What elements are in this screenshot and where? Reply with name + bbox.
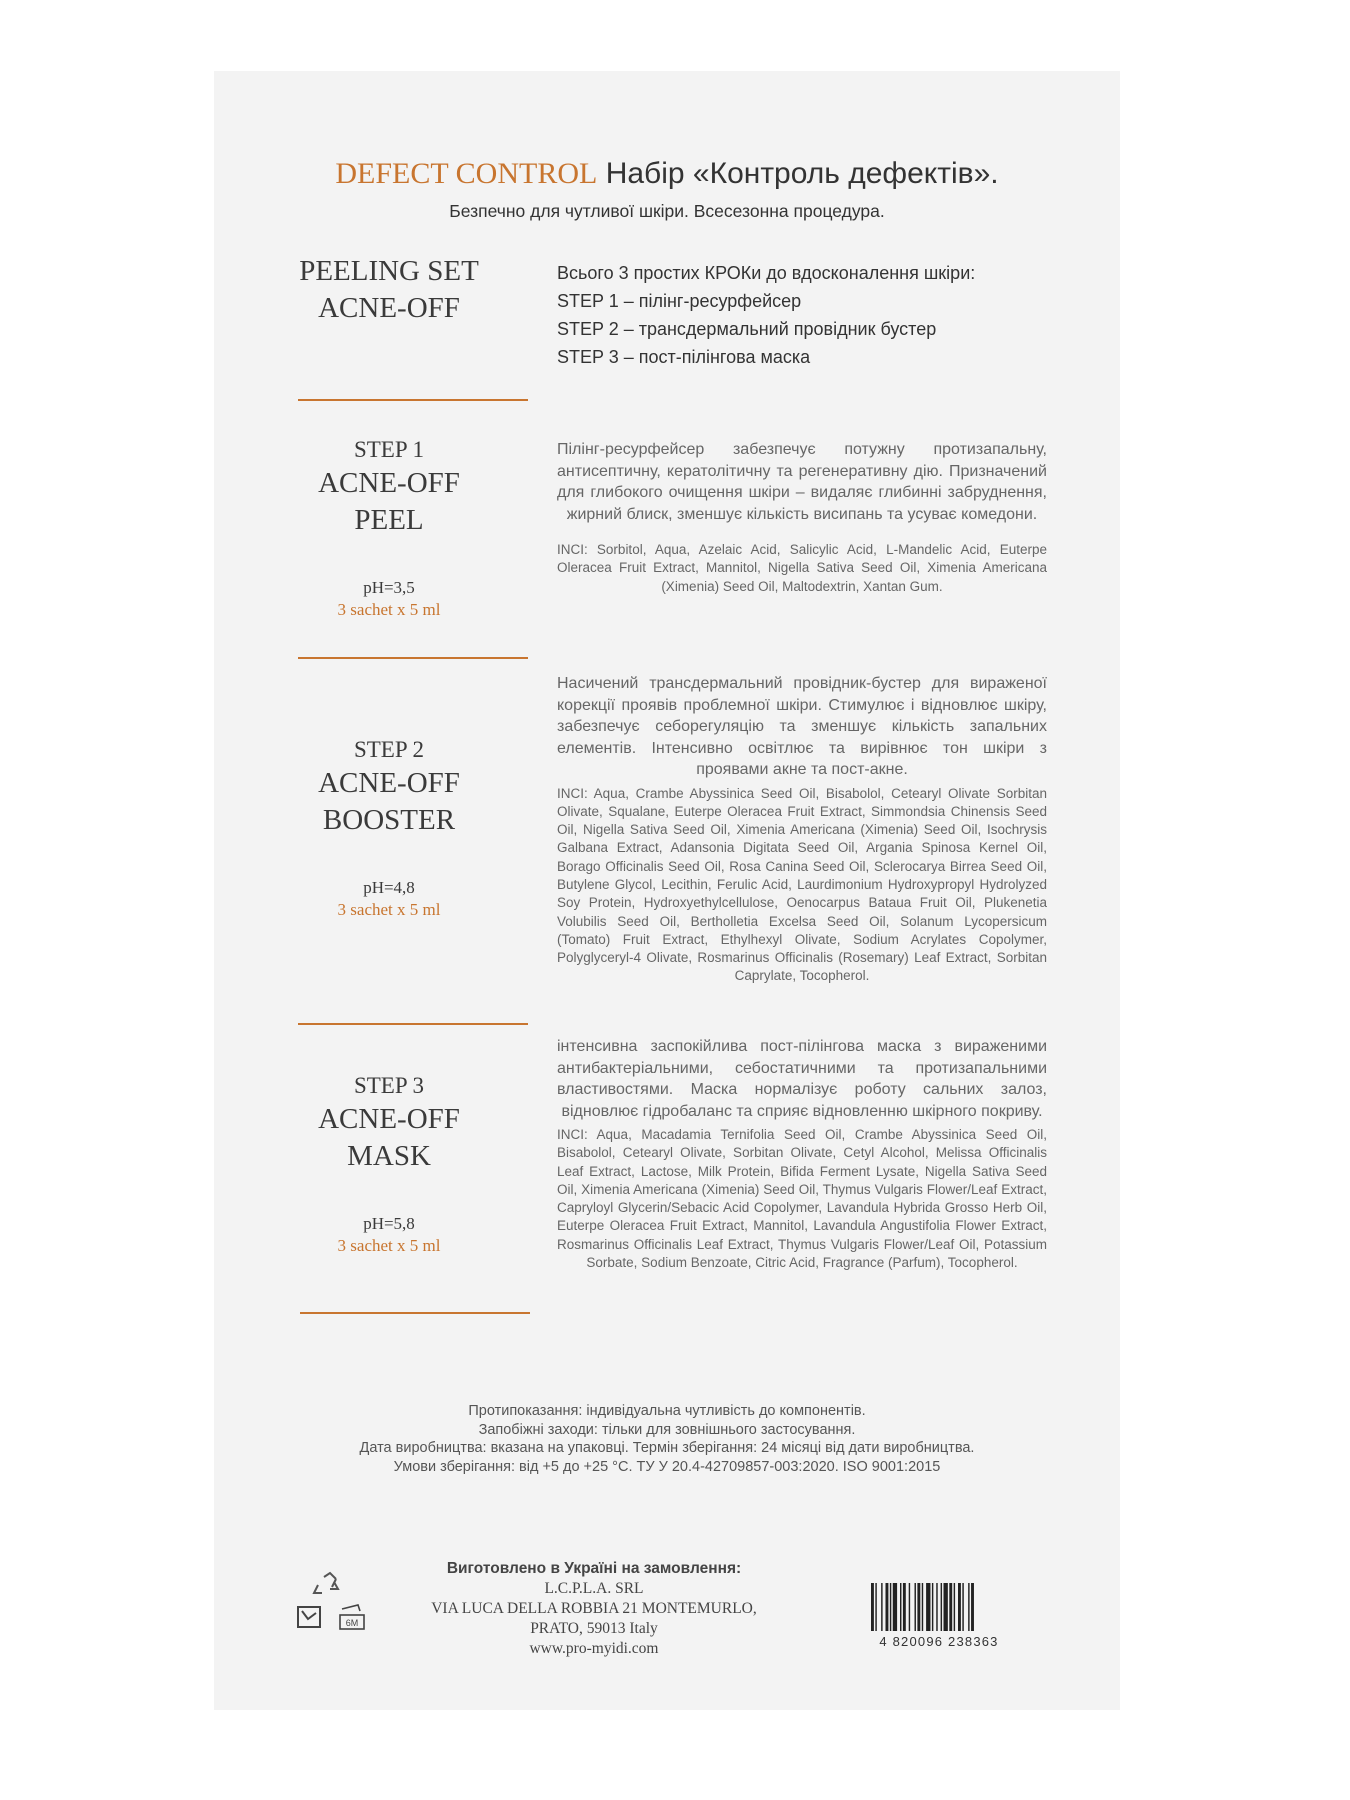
step2-inci: INCI: Aqua, Crambe Abyssinica Seed Oil, Bisabolol, Cetearyl Olivate Sorbitan Olivate, Squalane, Euterpe Oleracea Fruit Extract, Simmondsia Chinensis Seed Oil, Nigella Sativa Seed Oil, Ximenia Americana (Ximenia) Seed Oil, Isochrysis Galbana Extract, Adansonia Digitata Seed Oil, Argania Spinosa Kernel Oil, Borago Officinalis Seed Oil, Rosa Canina Seed Oil, Sclerocarya Birrea Seed Oil, Butylene Glycol, Lecithin, Ferulic Acid, Laurdimonium Hydroxypropyl Hydrolyzed Soy Protein, Hydroxyethylcellulose, Oenocarpus Bataua Fruit Oil, Plukenetia Volubilis Seed Oil, Bertholletia Excelsa Seed Oil, Solanum Lycopersicum (Tomato) Fruit Extract, Ethylhexyl Olivate, Sodium Acrylates Copolymer, Polyglyceryl-4 Olivate, Rosmarinus Officinalis (Rosemary) Leaf Extract, Sorbitan Caprylate, Tocopherol.	[557, 785, 1047, 984]
company-name: L.C.P.L.A. SRL	[544, 1580, 644, 1597]
barcode	[869, 1583, 1009, 1649]
warning-line: Запобіжні заходи: тільки для зовнішнього застосування.	[478, 1421, 856, 1438]
step3-qty: 3 sachet x 5 ml	[337, 1236, 441, 1255]
barcode-bar	[915, 1583, 916, 1631]
barcode-bar	[900, 1583, 901, 1631]
header-subtitle: Безпечно для чутливої шкіри. Всесезонна процедура.	[449, 201, 885, 221]
divider	[300, 1312, 530, 1314]
peeling-set-line2: ACNE-OFF	[318, 292, 460, 324]
step3-number: STEP 3	[353, 1073, 425, 1098]
barcode-bar	[962, 1583, 963, 1631]
made-in-label: Виготовлено в Україні на замовлення:	[446, 1560, 742, 1577]
warning-line: Дата виробництва: вказана на упаковці. Термін зберігання: 24 місяці від дати виробництва.	[359, 1440, 975, 1456]
step2-name: ACNE-OFF	[318, 767, 460, 799]
barcode-bar	[881, 1583, 882, 1631]
step3-description: інтенсивна заспокійлива пост-пілінгова маска з вираженими антибактеріальними, себостатичними та протизапальними властивостями. Маска нормалізує роботу сальних залоз, відновлює гідробаланс та сприяє відновленню шкірного покриву.	[557, 1038, 1047, 1120]
step1-qty: 3 sachet x 5 ml	[337, 600, 441, 619]
step1-name: ACNE-OFF	[318, 467, 460, 499]
step2-qty: 3 sachet x 5 ml	[337, 900, 441, 919]
barcode-bar	[893, 1583, 897, 1631]
step3-inci: INCI: Aqua, Macadamia Ternifolia Seed Oil, Crambe Abyssinica Seed Oil, Bisabolol, Cetearyl Olivate, Sorbitan Olivate, Cetyl Alcohol, Melissa Officinalis Leaf Extract, Lactose, Milk Protein, Bifida Ferment Lysate, Nigella Sativa Seed Oil, Ximenia Americana (Ximenia) Seed Oil, Thymus Vulgaris Flower/Leaf Extract, Capryloyl Glycerin/Sebacic Acid Copolymer, Lavandula Hybrida Grosso Herb Oil, Euterpe Oleracea Fruit Extract, Mannitol, Lavandula Angustifolia Flower Extract, Rosmarinus Officinalis Leaf Extract, Thymus Vulgaris Flower/Leaf Oil, Potassium Sorbate, Sodium Benzoate, Citric Acid, Fragrance (Parfum), Tocopherol.	[557, 1127, 1047, 1271]
step1-text	[557, 439, 1047, 596]
steps-overview	[557, 259, 1047, 371]
barcode-bar	[954, 1583, 955, 1631]
step2-header	[274, 735, 504, 921]
address-line: PRATO, 59013 Italy	[530, 1620, 658, 1637]
barcode-bar	[971, 1583, 974, 1631]
divider	[298, 1023, 528, 1025]
barcode-bar	[949, 1583, 952, 1631]
barcode-bar	[944, 1583, 948, 1631]
step3-ph: pH=5,8	[363, 1214, 415, 1233]
barcode-bar	[926, 1583, 930, 1631]
barcode-bar	[932, 1583, 933, 1631]
warnings-block	[214, 1402, 1120, 1476]
step1-name-2: PEEL	[354, 504, 424, 536]
divider	[298, 657, 528, 659]
steps-item: STEP 2 – трансдермальний провідник бустер	[557, 319, 937, 339]
step2-description: Насичений трансдермальний провідник-бустер для вираженої корекції проявів проблемної шкіри. Стимулює і відновлює шкіру, забезпечує себорегуляцію та зменшує кількість запальних елементів. Інтенсивно освітлює та вирівнює тон шкіри з проявами акне та пост-акне.	[557, 675, 1047, 778]
hand-wash-icon	[298, 1607, 320, 1627]
label-panel	[214, 71, 1120, 1710]
barcode-bar	[871, 1583, 874, 1631]
barcode-bar	[941, 1583, 942, 1631]
barcode-bar	[890, 1583, 891, 1631]
recycle-icon	[296, 1571, 376, 1639]
step3-text	[557, 1036, 1047, 1272]
barcode-bar	[922, 1583, 923, 1631]
warning-line: Протипоказання: індивідуальна чутливість до компонентів.	[468, 1403, 866, 1419]
steps-item: STEP 3 – пост-пілінгова маска	[557, 347, 811, 367]
divider	[298, 399, 528, 401]
step1-number: STEP 1	[353, 437, 425, 462]
svg-text:6M: 6M	[345, 1618, 359, 1628]
barcode-bar	[936, 1583, 937, 1631]
peeling-set-line1: PEELING SET	[299, 255, 479, 287]
barcode-bar	[968, 1583, 969, 1631]
peeling-set-title	[274, 253, 504, 327]
barcode-bar	[886, 1583, 889, 1631]
barcode-number: 4 820096 238363	[879, 1634, 999, 1649]
step2-number: STEP 2	[353, 737, 425, 762]
brand-name: DEFECT CONTROL	[335, 157, 598, 190]
step1-header	[274, 435, 504, 621]
steps-item: STEP 1 – пілінг-ресурфейсер	[557, 291, 802, 311]
website: www.pro-myidi.com	[529, 1640, 659, 1657]
step3-name-2: MASK	[347, 1140, 431, 1172]
barcode-bar	[875, 1583, 876, 1631]
step2-ph: pH=4,8	[363, 878, 415, 897]
step1-ph: pH=3,5	[363, 578, 415, 597]
manufacturer-block	[414, 1559, 774, 1659]
step2-text	[557, 673, 1047, 986]
step1-description: Пілінг-ресурфейсер забезпечує потужну протизапальну, антисептичну, кератолітичну та регенеративну дію. Призначений для глибокого очищення шкіри – видаляє глибинні забруднення, жирний блиск, зменшує кількість висипань та усуває комедони.	[557, 441, 1047, 523]
barcode-bar	[909, 1583, 910, 1631]
barcode-bars	[869, 1583, 1009, 1633]
step1-inci: INCI: Sorbitol, Aqua, Azelaic Acid, Salicylic Acid, L-Mandelic Acid, Euterpe Oleracea Fruit Extract, Mannitol, Nigella Sativa Seed Oil, Ximenia Americana (Ximenia) Seed Oil, Maltodextrin, Xantan Gum.	[557, 542, 1047, 594]
barcode-bar	[917, 1583, 920, 1631]
warning-line: Умови зберігання: від +5 до +25 °С. ТУ У 20.4-42709857-003:2020. ISO 9001:2015	[393, 1458, 941, 1475]
step3-name: ACNE-OFF	[318, 1103, 460, 1135]
barcode-bar	[958, 1583, 961, 1631]
set-title: Набір «Контроль дефектів».	[605, 157, 999, 190]
header-title	[214, 157, 1120, 191]
step2-name-2: BOOSTER	[322, 804, 456, 836]
barcode-bar	[903, 1583, 906, 1631]
address-line: VIA LUCA DELLA ROBBIA 21 MONTEMURLO,	[431, 1600, 757, 1617]
jar-6m-icon	[340, 1605, 364, 1629]
steps-intro: Всього 3 простих КРОКи до вдосконалення шкіри:	[557, 263, 976, 283]
step3-header	[274, 1071, 504, 1257]
package-icons	[296, 1571, 376, 1639]
